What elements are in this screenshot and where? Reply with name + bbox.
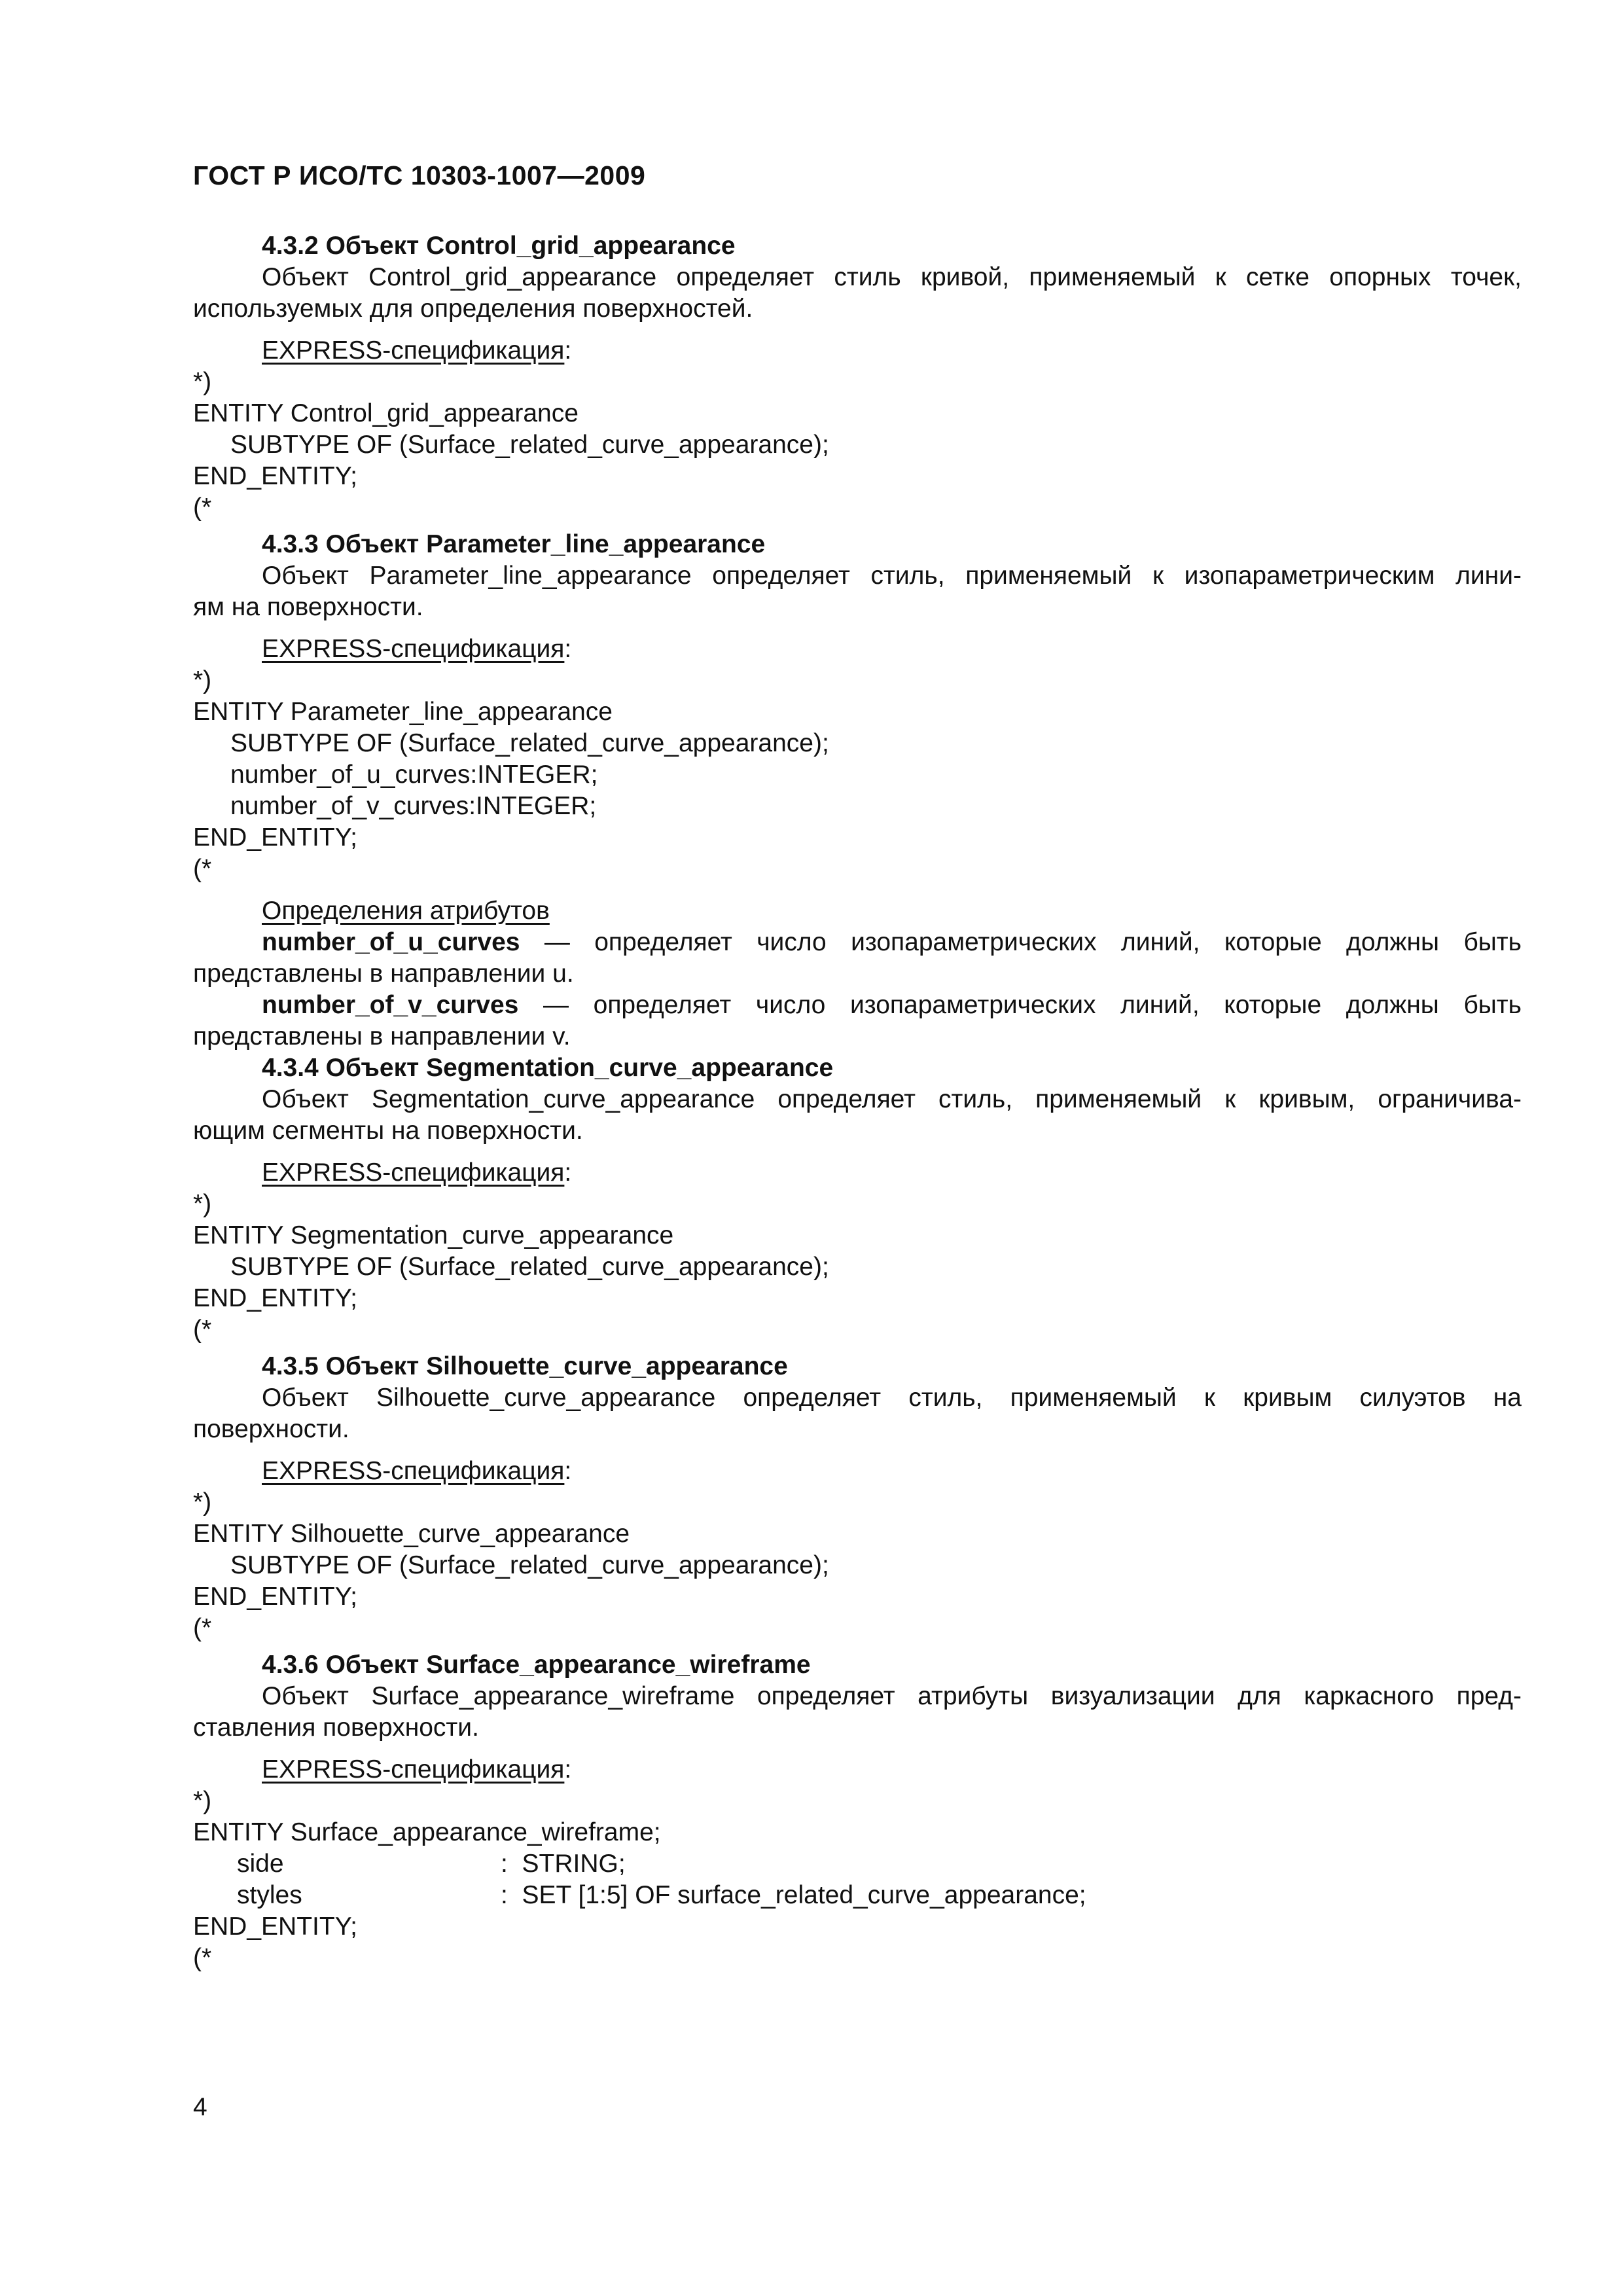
section-description-line: Объект Silhouette_curve_appearance определяет стиль, применяемый к кривым силуэтов на bbox=[262, 1384, 1522, 1412]
code-entity-line: ENTITY Control_grid_appearance bbox=[193, 399, 579, 427]
code-open-comment: *) bbox=[193, 368, 212, 396]
express-spec-label-colon: : bbox=[564, 635, 572, 663]
code-entity-line: ENTITY Parameter_line_appearance bbox=[193, 698, 613, 726]
express-spec-label-text: EXPRESS-спецификация bbox=[262, 1158, 565, 1187]
document-header: ГОСТ Р ИСО/ТС 10303-1007—2009 bbox=[193, 160, 646, 190]
code-close-comment: (* bbox=[193, 1316, 212, 1344]
section-description-line: поверхности. bbox=[193, 1415, 349, 1443]
code-attribute-line: number_of_v_curves:INTEGER; bbox=[230, 792, 597, 820]
page-content bbox=[193, 230, 1522, 1974]
section-description-line: ющим сегменты на поверхности. bbox=[193, 1117, 583, 1145]
express-spec-label bbox=[193, 634, 1522, 665]
code-entity-line: ENTITY Segmentation_curve_appearance bbox=[193, 1221, 674, 1249]
section-description-line: Объект Parameter_line_appearance определяет стиль, применяемый к изопараметрическим лини- bbox=[262, 562, 1522, 590]
section-heading-wireframe: 4.3.6 Объект Surface_appearance_wireframe bbox=[262, 1651, 811, 1679]
code-end-entity: END_ENTITY; bbox=[193, 1912, 358, 1941]
express-spec-label bbox=[193, 1754, 1522, 1785]
page-number: 4 bbox=[193, 2093, 207, 2121]
code-attribute-line: number_of_u_curves:INTEGER; bbox=[230, 761, 598, 789]
code-open-comment: *) bbox=[193, 1787, 212, 1815]
attribute-term-u: number_of_u_curves bbox=[262, 928, 520, 956]
code-open-comment: *) bbox=[193, 1488, 212, 1516]
code-end-entity: END_ENTITY; bbox=[193, 823, 358, 852]
section-heading-parameter-line: 4.3.3 Объект Parameter_line_appearance bbox=[262, 530, 766, 558]
code-attribute-row bbox=[193, 1848, 1522, 1880]
express-spec-label bbox=[193, 1456, 1522, 1487]
attribute-definition-v-cont: представлены в направлении v. bbox=[193, 1022, 571, 1050]
attribute-name: styles bbox=[237, 1881, 302, 1909]
express-spec-label-text: EXPRESS-спецификация bbox=[262, 1755, 565, 1784]
section-heading-segmentation: 4.3.4 Объект Segmentation_curve_appearance bbox=[262, 1054, 834, 1082]
attribute-type: : SET [1:5] OF surface_related_curve_appearance; bbox=[501, 1881, 1086, 1909]
attribute-text-v: — определяет число изопараметрических линий, которые должны быть bbox=[518, 991, 1522, 1019]
attribute-definitions-label: Определения атрибутов bbox=[262, 897, 550, 925]
code-open-comment: *) bbox=[193, 666, 212, 694]
section-description-line: ям на поверхности. bbox=[193, 593, 423, 621]
express-spec-label bbox=[193, 1157, 1522, 1189]
express-spec-label-text: EXPRESS-спецификация bbox=[262, 336, 565, 365]
section-heading-control-grid: 4.3.2 Объект Control_grid_appearance bbox=[262, 232, 736, 260]
code-entity-line: ENTITY Silhouette_curve_appearance bbox=[193, 1520, 630, 1548]
attribute-definition-u-cont: представлены в направлении u. bbox=[193, 960, 574, 988]
code-close-comment: (* bbox=[193, 855, 212, 883]
code-subtype-line: SUBTYPE OF (Surface_related_curve_appearance); bbox=[230, 1253, 829, 1281]
attribute-term-v: number_of_v_curves bbox=[262, 991, 519, 1019]
code-subtype-line: SUBTYPE OF (Surface_related_curve_appearance); bbox=[230, 431, 829, 459]
code-entity-line: ENTITY Surface_appearance_wireframe; bbox=[193, 1818, 661, 1846]
code-end-entity: END_ENTITY; bbox=[193, 462, 358, 490]
express-spec-label-text: EXPRESS-спецификация bbox=[262, 1457, 565, 1485]
section-description-line: Объект Surface_appearance_wireframe определяет атрибуты визуализации для каркасного пред- bbox=[262, 1682, 1522, 1710]
section-description-line: ставления поверхности. bbox=[193, 1713, 479, 1742]
express-spec-label-colon: : bbox=[564, 1755, 572, 1784]
code-end-entity: END_ENTITY; bbox=[193, 1583, 358, 1611]
code-end-entity: END_ENTITY; bbox=[193, 1284, 358, 1312]
attribute-type: : STRING; bbox=[501, 1850, 626, 1878]
section-heading-silhouette: 4.3.5 Объект Silhouette_curve_appearance bbox=[262, 1352, 788, 1380]
express-spec-label-text: EXPRESS-спецификация bbox=[262, 635, 565, 663]
code-close-comment: (* bbox=[193, 1944, 212, 1972]
code-subtype-line: SUBTYPE OF (Surface_related_curve_appearance); bbox=[230, 729, 829, 757]
code-open-comment: *) bbox=[193, 1190, 212, 1218]
express-spec-label-colon: : bbox=[564, 1158, 572, 1187]
code-subtype-line: SUBTYPE OF (Surface_related_curve_appearance); bbox=[230, 1551, 829, 1579]
code-close-comment: (* bbox=[193, 493, 212, 522]
attribute-definition-v bbox=[193, 990, 1522, 1021]
express-spec-label-colon: : bbox=[564, 1457, 572, 1485]
express-spec-label-colon: : bbox=[564, 336, 572, 365]
code-attribute-row bbox=[193, 1880, 1522, 1911]
section-description-line: используемых для определения поверхностей. bbox=[193, 295, 753, 323]
express-spec-label bbox=[193, 335, 1522, 367]
code-close-comment: (* bbox=[193, 1614, 212, 1642]
attribute-text-u: — определяет число изопараметрических линий, которые должны быть bbox=[520, 928, 1522, 956]
section-description-line: Объект Segmentation_curve_appearance определяет стиль, применяемый к кривым, ограничива- bbox=[262, 1085, 1522, 1113]
attribute-name: side bbox=[237, 1850, 284, 1878]
section-description-line: Объект Control_grid_appearance определяет стиль кривой, применяемый к сетке опорных точек, bbox=[262, 263, 1522, 291]
attribute-definition-u bbox=[193, 927, 1522, 958]
